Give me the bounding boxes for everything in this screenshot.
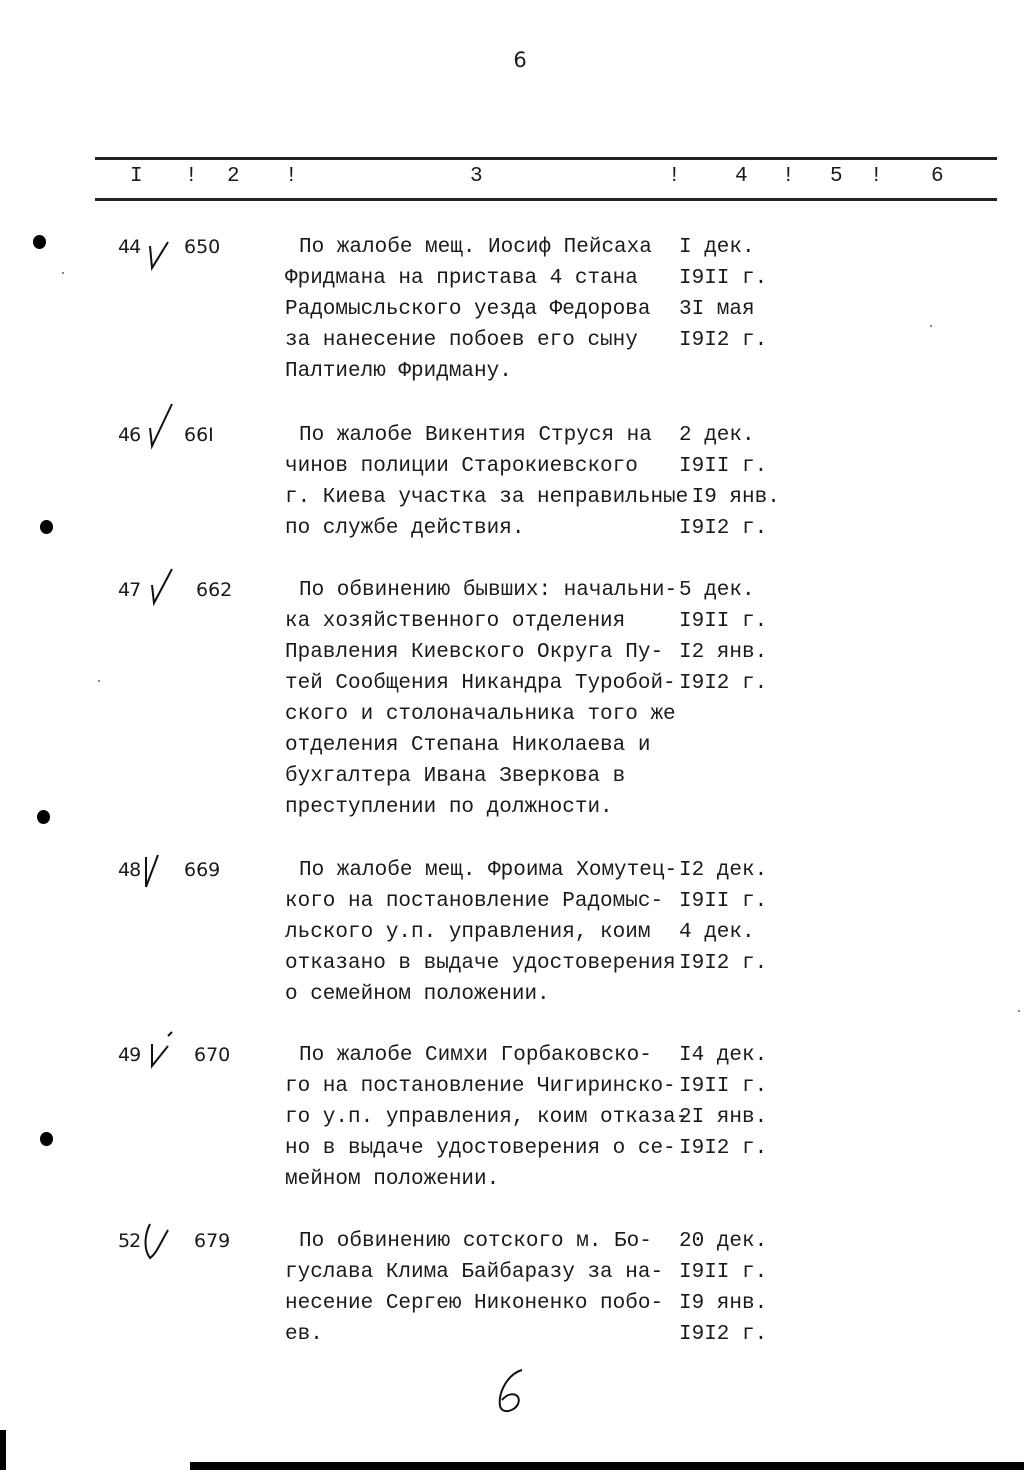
handwritten-check-icon bbox=[148, 567, 178, 607]
header-sep: ! bbox=[870, 165, 883, 188]
handwritten-check-icon bbox=[146, 402, 176, 452]
table-header bbox=[95, 165, 997, 193]
entry-dates: I2 дек. I9II г. 4 дек. I9I2 г. bbox=[679, 859, 768, 975]
entry-description: По жалобе Симхи Горбаковско- го на постановление Чигиринско- го у.п. управления, коим отказа- но в выдаче удостоверения о се- мейном положении. bbox=[285, 1044, 689, 1191]
speck bbox=[98, 680, 100, 682]
entry-number: 48 bbox=[118, 859, 141, 881]
punch-hole bbox=[33, 235, 46, 249]
entry-number: 46 bbox=[118, 424, 141, 446]
file-number: 669 bbox=[184, 859, 221, 881]
file-number: 662 bbox=[196, 579, 233, 601]
handwritten-check-icon bbox=[146, 1030, 176, 1070]
entry-number: 47 bbox=[118, 579, 141, 601]
file-number: 66I bbox=[184, 424, 214, 446]
entry-number: 49 bbox=[118, 1044, 141, 1066]
speck bbox=[62, 272, 64, 274]
file-number: 650 bbox=[184, 236, 221, 258]
file-number: 670 bbox=[194, 1044, 231, 1066]
header-sep: ! bbox=[782, 165, 795, 188]
entry-number: 44 bbox=[118, 236, 141, 258]
handwritten-check-icon bbox=[144, 236, 174, 276]
entry-dates: 20 дек. I9II г. I9 янв. I9I2 г. bbox=[679, 1230, 768, 1346]
header-col-1: I bbox=[130, 165, 143, 188]
header-sep: ! bbox=[185, 165, 198, 188]
punch-hole bbox=[40, 520, 53, 534]
speck bbox=[930, 325, 932, 327]
header-col-3: 3 bbox=[470, 165, 483, 188]
speck bbox=[1018, 1010, 1020, 1012]
file-number: 679 bbox=[194, 1230, 231, 1252]
entry-dates: I4 дек. I9II г. 2I янв. I9I2 г. bbox=[679, 1044, 768, 1160]
entry-description: По обвинению бывших: начальни- ка хозяйственного отделения Правления Киевского Округа Пу- тей Сообщения Никандра Туробой- ского и столоначальника того же отделения Степана Николаева и бухгалтера Ивана Зверкова в преступлении по должности. bbox=[285, 579, 678, 819]
header-sep: ! bbox=[668, 165, 681, 188]
entry-description: По жалобе мещ. Фроима Хомутец- кого на постановление Радомыс- льского у.п. управления, коим отказано в выдаче удостоверения о семейном положении. bbox=[285, 859, 678, 1006]
header-col-4: 4 bbox=[735, 165, 748, 188]
handwritten-check-icon bbox=[140, 851, 170, 891]
header-sep: ! bbox=[285, 165, 298, 188]
handwritten-page-number bbox=[488, 1366, 538, 1416]
header-col-5: 5 bbox=[830, 165, 843, 188]
entry-number: 52 bbox=[118, 1230, 141, 1252]
page-number: 6 bbox=[513, 48, 527, 72]
table-header-bottom-rule bbox=[95, 198, 997, 201]
entry-description: По жалобе мещ. Иосиф Пейсаха Фридмана на пристава 4 стана Радомысльского уезда Федорова за нанесение побоев его сыну Палтиелю Фридману. bbox=[285, 236, 652, 383]
entry-dates: 2 дек. I9II г. I9 янв. I9I2 г. bbox=[679, 424, 780, 540]
punch-hole bbox=[37, 810, 50, 824]
entry-dates: 5 дек. I9II г. I2 янв. I9I2 г. bbox=[679, 579, 768, 695]
entry-description: По жалобе Викентия Струся на чинов полиции Старокиевского г. Киева участка за неправильные по службе действия. bbox=[285, 424, 689, 540]
scan-bottom-edge bbox=[190, 1462, 1024, 1470]
header-col-2: 2 bbox=[227, 165, 240, 188]
table-top-rule bbox=[95, 157, 997, 160]
handwritten-check-icon bbox=[142, 1220, 172, 1264]
scan-left-edge bbox=[0, 1430, 6, 1470]
punch-hole bbox=[40, 1132, 53, 1146]
entry-description: По обвинению сотского м. Бо- гуслава Клима Байбаразу за на- несение Сергею Никоненко побо- ев. bbox=[285, 1230, 664, 1346]
entry-dates: I дек. I9II г. 3I мая I9I2 г. bbox=[679, 236, 768, 352]
header-col-6: 6 bbox=[931, 165, 944, 188]
